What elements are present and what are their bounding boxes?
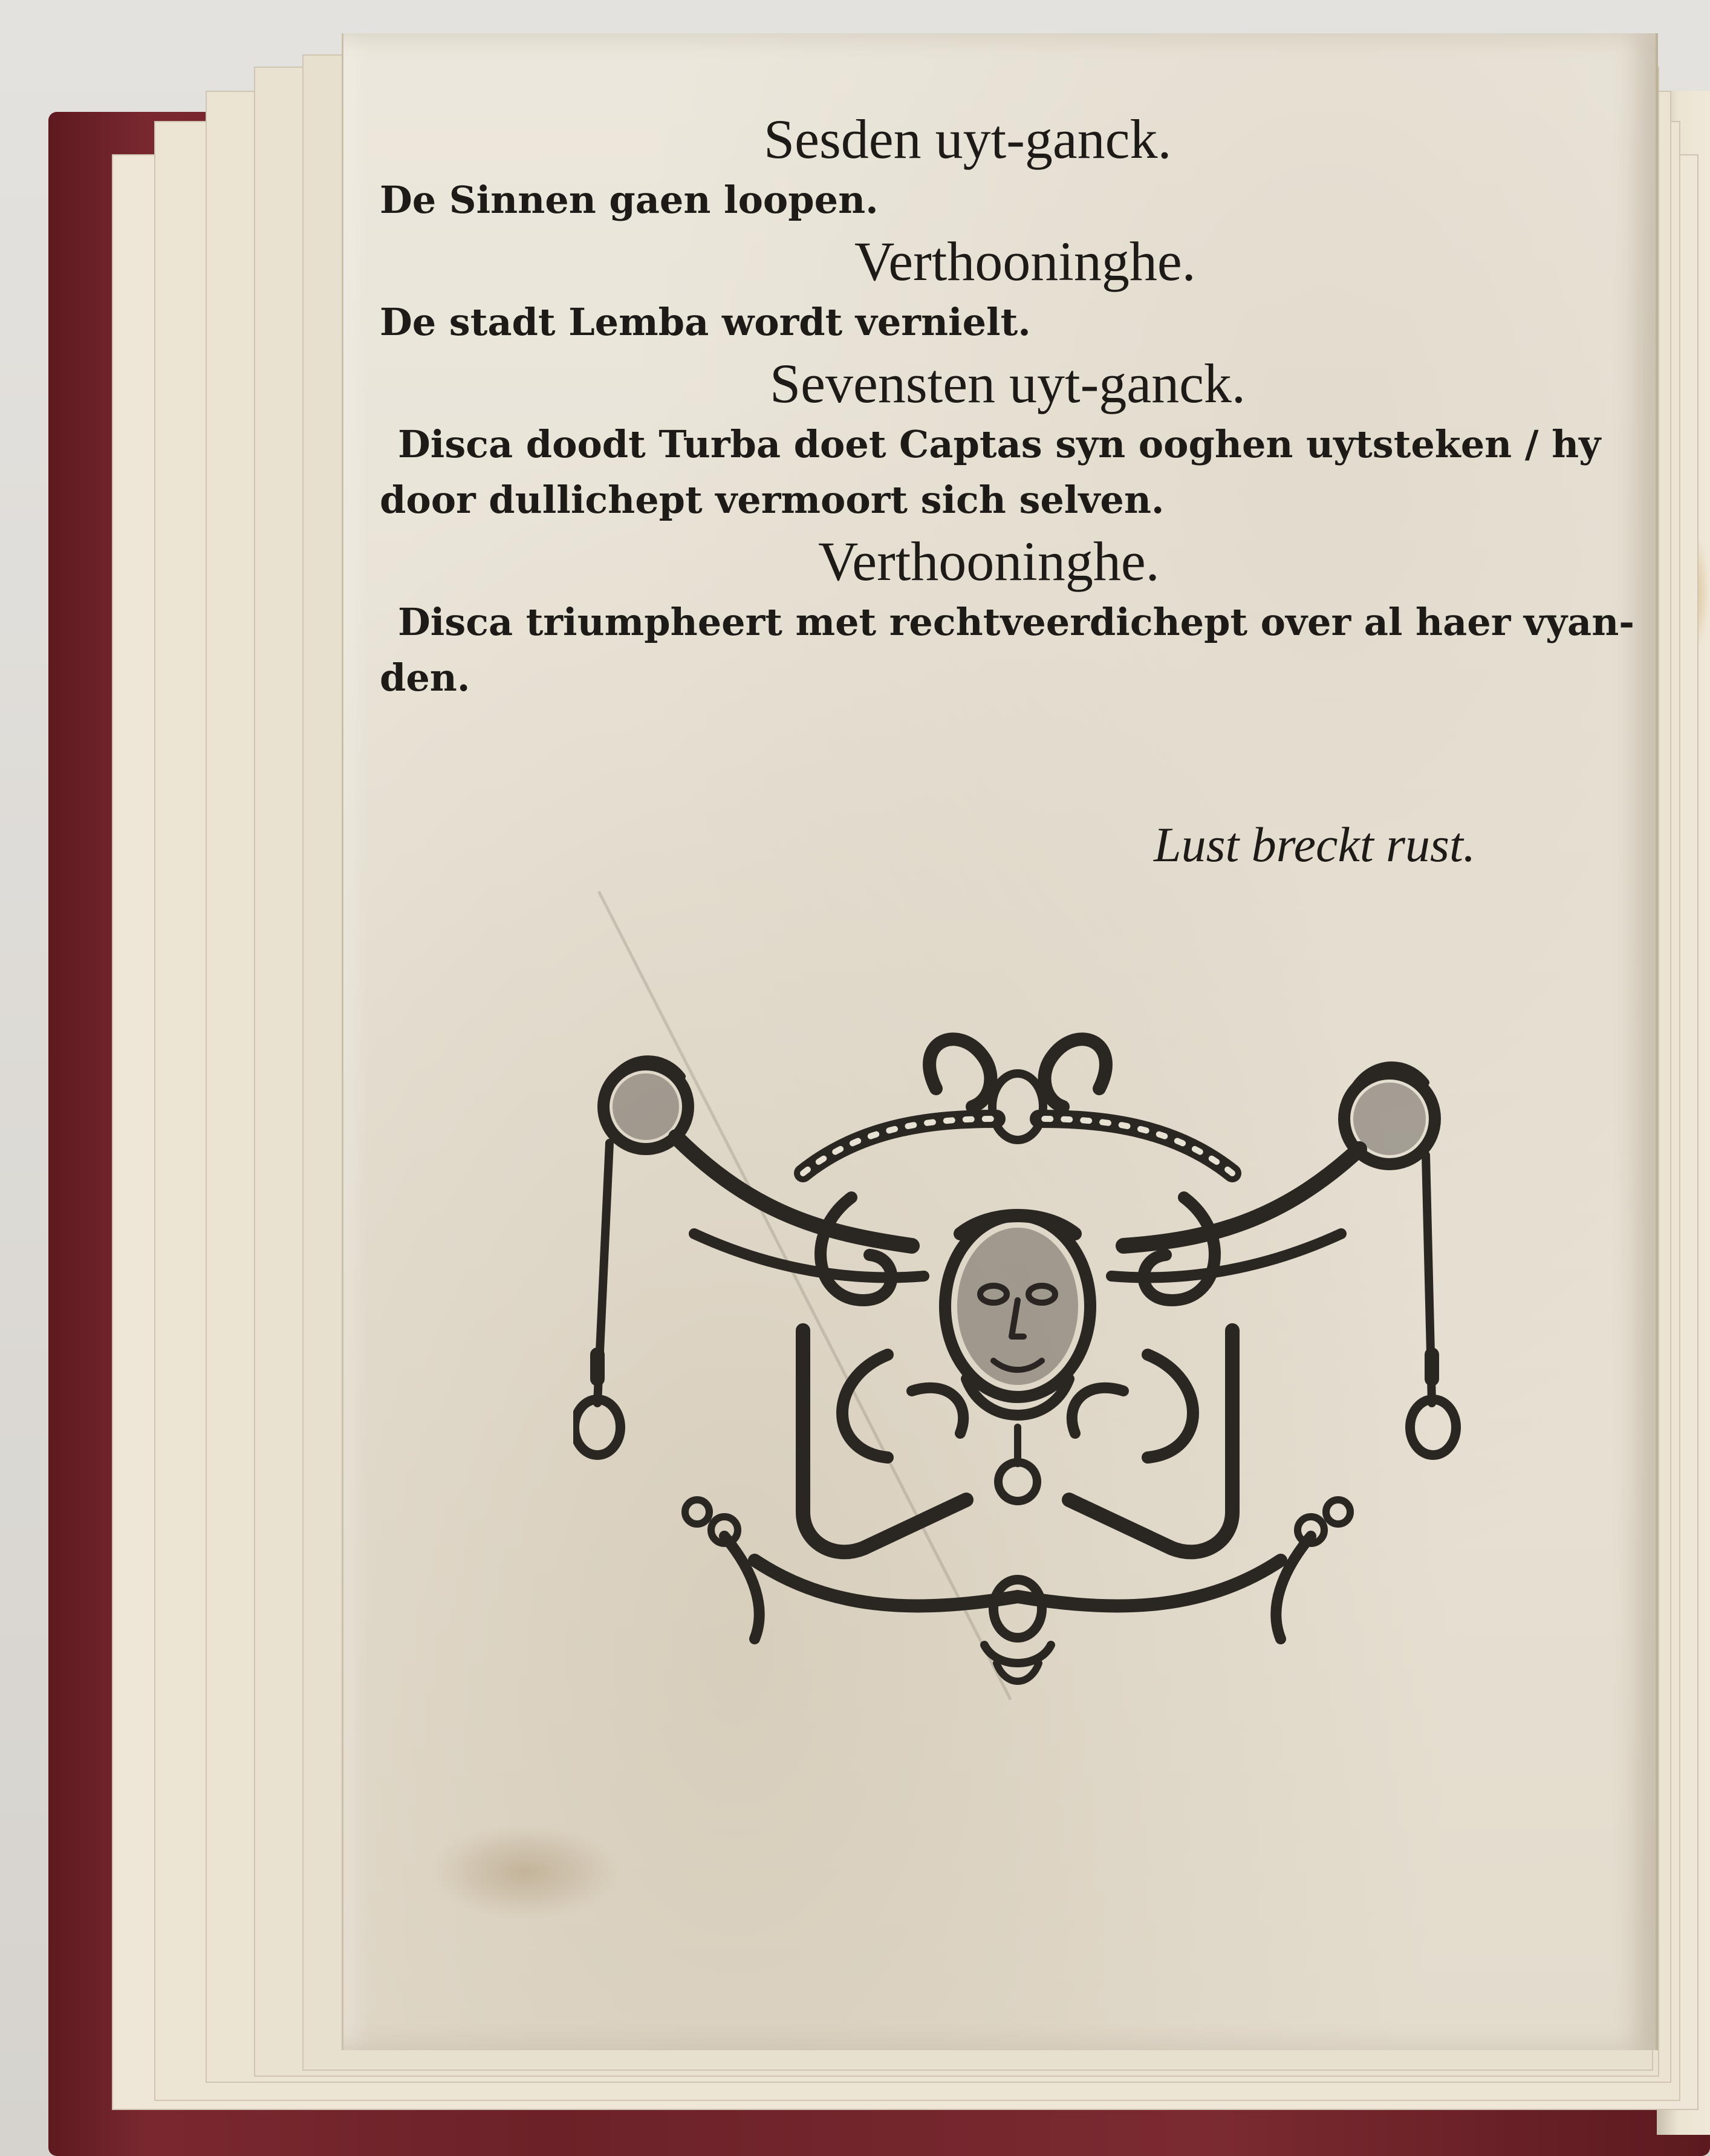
heading-showing-2: Verthooninghe. <box>818 530 1160 592</box>
line-disca-triumphs-1: Disca triumpheert met rechtveerdichept over al haer vyan- <box>398 600 1635 644</box>
line-senses-run: De Sinnen gaen loopen. <box>380 178 879 222</box>
page-text-block <box>380 106 1643 706</box>
line-disca-triumphs-2: den. <box>380 656 470 700</box>
page-stain <box>428 1823 622 1920</box>
heading-sixth-exit: Sesden uyt-ganck. <box>764 108 1172 170</box>
book-page <box>342 33 1658 2050</box>
heading-seventh-exit: Sevensten uyt-ganck. <box>770 353 1246 414</box>
line-city-destroyed: De stadt Lemba wordt vernielt. <box>380 300 1031 344</box>
line-disca-kills-1: Disca doodt Turba doet Captas syn ooghen uytsteken / hy <box>398 422 1601 466</box>
motto: Lust breckt rust. <box>1154 817 1476 872</box>
woodcut-ornament-icon <box>573 1016 1462 1699</box>
line-disca-kills-2: door dullichept vermoort sich selven. <box>380 478 1165 522</box>
heading-showing-1: Verthooninghe. <box>854 230 1196 292</box>
